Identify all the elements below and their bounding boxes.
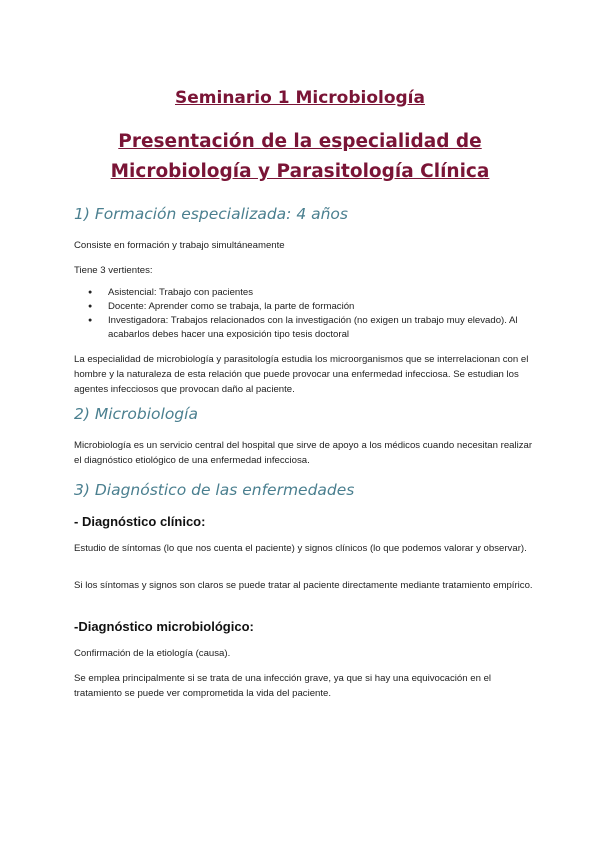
paragraph: Si los síntomas y signos son claros se puede tratar al paciente directamente mediante tratamiento empírico. [74,580,533,591]
document-subtitle: Presentación de la especialidad de Microbiología y Parasitología Clínica [110,131,490,182]
subheading-diagnostico-clinico: - Diagnóstico clínico: [74,514,206,529]
bullet-list [74,286,534,342]
list-item: ● Docente: Aprender como se trabaja, la parte de formación [74,300,534,314]
section-heading-microbiologia: 2) Microbiología [74,405,198,423]
paragraph: Se emplea principalmente si se trata de una infección grave, ya que si hay una equivocación en el tratamiento se puede ver comprometida la vida del paciente. [74,673,492,699]
paragraph: Consiste en formación y trabajo simultáneamente [74,240,285,251]
list-item: ● Investigadora: Trabajos relacionados con la investigación (no exigen un trabajo muy elevado). Al acabarlos debes hacer una exposición tipo tesis doctoral [74,314,534,342]
paragraph: Confirmación de la etiología (causa). [74,648,231,659]
subheading-diagnostico-microbiologico: -Diagnóstico microbiológico: [74,619,254,634]
section-heading-formacion: 1) Formación especializada: 4 años [74,205,348,223]
paragraph: La especialidad de microbiología y parasitología estudia los microorganismos que se interrelacionan con el hombre y la naturaleza de esta relación que puede provocar una enfermedad infecciosa. Se estudian los agentes infecciosos que provocan daño al paciente. [74,354,529,395]
list-item: ● Asistencial: Trabajo con pacientes [74,286,534,300]
section-heading-diagnostico: 3) Diagnóstico de las enfermedades [74,481,355,499]
paragraph: Tiene 3 vertientes: [74,265,153,276]
paragraph: Microbiología es un servicio central del hospital que sirve de apoyo a los médicos cuando necesitan realizar el diagnóstico etiológico de una enfermedad infecciosa. [74,440,533,466]
paragraph: Estudio de síntomas (lo que nos cuenta el paciente) y signos clínicos (lo que podemos valorar y observar). [74,543,527,554]
document-title: Seminario 1 Microbiología [175,88,425,108]
